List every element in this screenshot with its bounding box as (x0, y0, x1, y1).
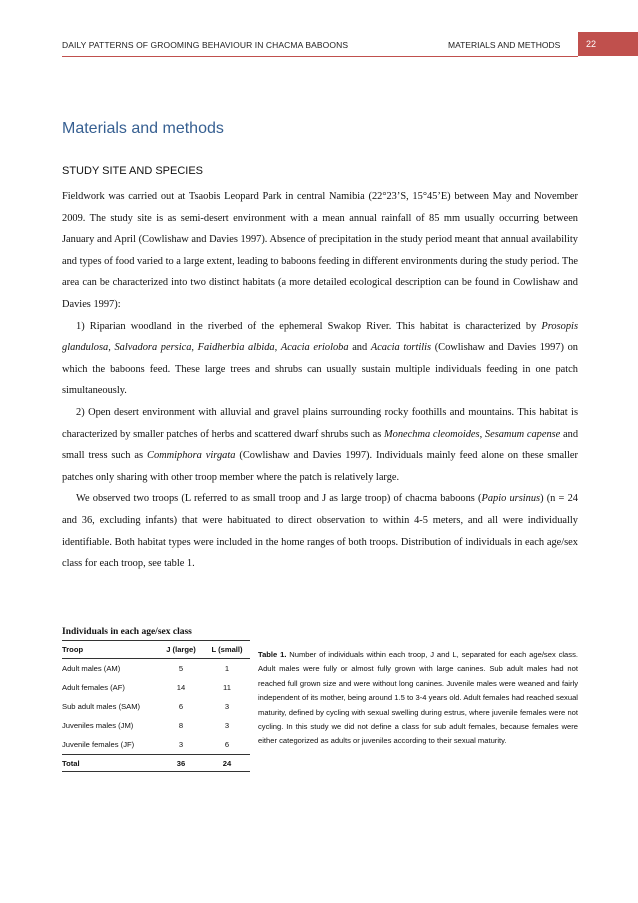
table-cell: 8 (178, 721, 184, 730)
species-name: Salvadora persica (114, 342, 192, 354)
table-cell: 6 (224, 740, 230, 749)
troop-table (62, 640, 250, 772)
table-cell: 14 (176, 683, 186, 692)
table-caption (258, 648, 578, 749)
text-run: , (191, 342, 198, 354)
running-title: DAILY PATTERNS OF GROOMING BEHAVIOUR IN CHACMA BABOONS (62, 40, 349, 50)
text-run: (Cowlishaw and Davies 1997) on which the baboons feed. These large trees and shrubs can usually sustain multiple individuals feeding in one patch simultaneously. (62, 342, 578, 397)
section-title: Materials and methods (62, 120, 224, 137)
page-number: 22 (578, 32, 638, 56)
text-run: We observed two troops (L referred to as small troop and J as large troop) of chacma baboons ( (76, 493, 482, 505)
table-cell: Juvenile females (JF) (62, 740, 135, 749)
text-run: (Cowlishaw and Davies 1997). Individuals mainly feed alone on these smaller patches only sharing with other troop member where the patch is relatively large. (62, 450, 578, 483)
table-cell: 5 (178, 664, 184, 673)
paragraph-2 (62, 316, 578, 402)
species-name: Sesamum capense (484, 428, 561, 440)
table-total-row (62, 755, 250, 772)
table-cell: Adult males (AM) (62, 664, 121, 673)
paragraph-4 (62, 488, 578, 574)
table-header-row (62, 641, 250, 659)
species-name: Commiphora virgata (147, 450, 236, 462)
section-label: MATERIALS AND METHODS (448, 40, 561, 50)
paragraph-3 (62, 402, 578, 488)
table-cell: Juveniles males (JM) (62, 721, 134, 730)
column-header: J (large) (158, 641, 204, 659)
text-run: , (479, 428, 485, 440)
table-heading: Individuals in each age/sex class (62, 627, 192, 637)
table-cell: 3 (224, 721, 230, 730)
table-row (62, 659, 250, 679)
species-name: Faidherbia albida (197, 342, 275, 354)
text-run: , (274, 342, 281, 354)
header-rule (62, 56, 578, 57)
table-cell: 24 (204, 755, 250, 772)
species-name: Prosopis glandulosa (62, 320, 578, 354)
species-name: Monechma cleomoides (383, 428, 480, 440)
text-run: , (108, 342, 115, 354)
text-run: ) (n = 24 and 36, excluding infants) that were habituated to direct observation to within 4-5 meters, and all were individually identifiable. Both habitat types were included in the home ranges of both troops. Distribution of individuals in each age/sex class for each troop, see table 1. (62, 493, 578, 570)
text-run: 1) Riparian woodland in the riverbed of the ephemeral Swakop River. This habitat is characterized by (76, 320, 542, 332)
table-cell: 11 (223, 683, 231, 692)
table-row (62, 735, 250, 755)
column-header: Troop (62, 641, 158, 659)
table-row (62, 678, 250, 697)
species-name: Acacia erioloba (280, 342, 349, 354)
text-run: and small tress such as (62, 428, 579, 462)
subsection-title: STUDY SITE AND SPECIES (62, 165, 204, 177)
table-row (62, 716, 250, 735)
table-cell: Total (62, 755, 158, 772)
table-cell: Sub adult males (SAM) (62, 702, 141, 711)
table-cell: 36 (158, 755, 204, 772)
paragraph-1: Fieldwork was carried out at Tsaobis Leopard Park in central Namibia (22°23’S, 15°45’E) between May and November 2009. The study site is as semi-desert environment with a mean annual rainfall of 85 mm usually occurring between January and April (Cowlishaw and Davies 1997). Absence of precipitation in the study period meant that annual availability and types of food varied to a large extent, leading to baboons feeding in different environments during the study period. The area can be characterized into two distinct habitats (a more detailed ecological description can be found in Cowlishaw and Davies 1997): (62, 191, 578, 310)
column-header: L (small) (204, 641, 250, 659)
caption-label: Table 1. (258, 650, 287, 659)
table-cell: 3 (224, 702, 230, 711)
table-cell: Adult females (AF) (62, 683, 125, 692)
species-name: Papio ursinus (481, 493, 541, 505)
body-text (62, 186, 578, 575)
text-run: 2) Open desert environment with alluvial and gravel plains surrounding rocky foothills and mountains. This habitat is characterized by smaller patches of herbs and scattered dwarf shrubs such as (62, 406, 578, 440)
table-cell: 3 (178, 740, 184, 749)
text-run: and (348, 342, 371, 354)
table-row (62, 697, 250, 716)
table-cell: 6 (178, 702, 184, 711)
species-name: Acacia tortilis (370, 342, 432, 354)
caption-text: Number of individuals within each troop, J and L, separated for each age/sex class. Adult males were fully or almost fully grown with large canines. Sub adult males had not reached full grown size and were without long canines. Juvenile males were weaned and fairly independent of its mother, being around 1.5 to 3-4 years old. Adult females had reached sexual maturity, defined by cycling with sexual swelling during estrus, where juvenile females were not cycling. In this study we did not define a class for sub adult females, because females were either categorized as adults or juveniles according to their sexual maturity. (258, 650, 578, 746)
table-cell: 1 (224, 664, 230, 673)
